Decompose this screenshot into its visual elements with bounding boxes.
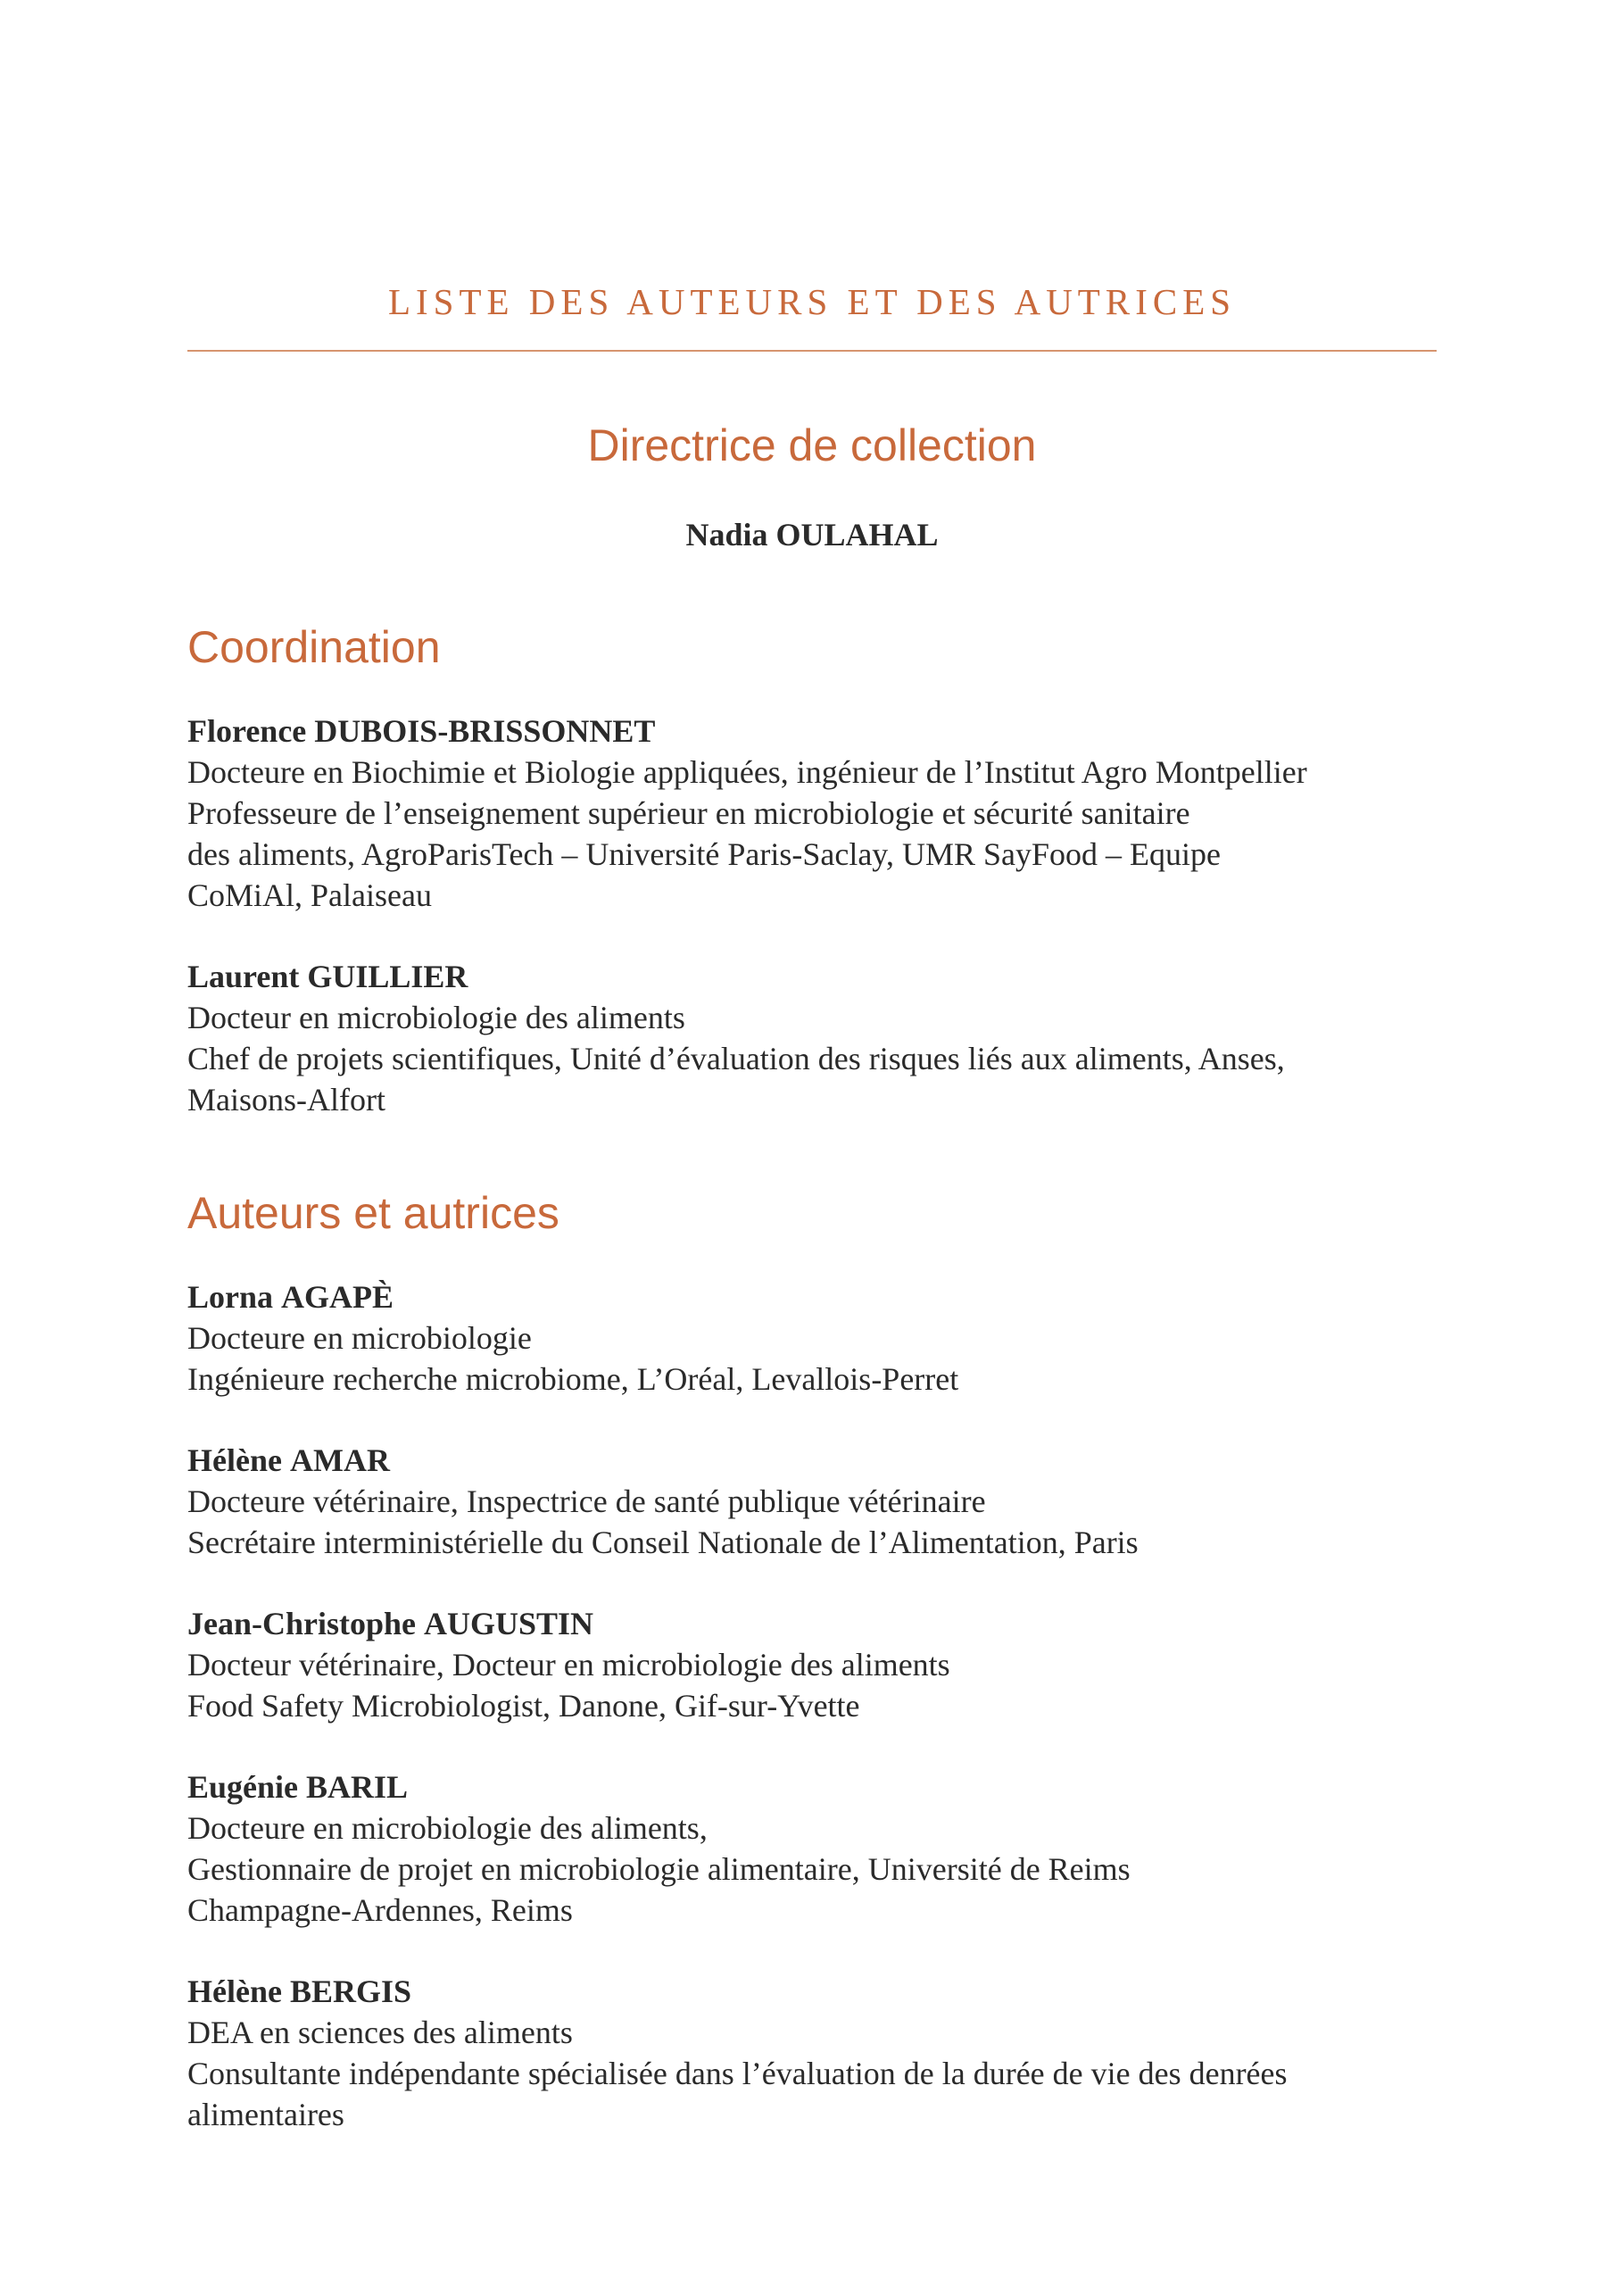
running-title: LISTE DES AUTEURS ET DES AUTRICES [387, 281, 1237, 322]
person-affiliation-line: Docteure en microbiologie des aliments, [187, 1810, 708, 1846]
person-last-name: AGAPÈ [281, 1279, 394, 1315]
person-entry [187, 1971, 1437, 2135]
person-affiliation-line: CoMiAl, Palaiseau [187, 877, 432, 913]
person-affiliation-line: Champagne-Ardennes, Reims [187, 1892, 573, 1928]
person-first-name: Florence [187, 713, 307, 749]
director-name [187, 516, 1437, 554]
person-name [187, 1766, 1437, 1807]
title-rule [187, 350, 1437, 352]
person-name [187, 956, 1437, 997]
person-first-name: Eugénie [187, 1769, 299, 1805]
person-affiliation-line: Docteure en microbiologie [187, 1320, 532, 1356]
person-entry [187, 1603, 1437, 1726]
person-affiliation-line: Docteur vétérinaire, Docteur en microbiologie des aliments [187, 1647, 950, 1683]
person-affiliation-line: Docteure en Biochimie et Biologie appliquées, ingénieur de l’Institut Agro Montpellier [187, 754, 1307, 790]
person-last-name: DUBOIS-BRISSONNET [314, 713, 656, 749]
person-affiliation-line: Chef de projets scientifiques, Unité d’évaluation des risques liés aux aliments, Anses, [187, 1041, 1285, 1076]
person-first-name: Laurent [187, 959, 300, 994]
person-affiliation-line: Consultante indépendante spécialisée dans l’évaluation de la durée de vie des denrées [187, 2056, 1288, 2091]
person-entry [187, 956, 1437, 1120]
person-first-name: Jean-Christophe [187, 1606, 417, 1641]
person-first-name: Hélène [187, 1442, 282, 1478]
person-entry [187, 710, 1437, 916]
authors-list [187, 1276, 1437, 2175]
person-affiliation-line: Food Safety Microbiologist, Danone, Gif-sur-Yvette [187, 1688, 860, 1724]
director-last-name: OULAHAL [775, 517, 939, 553]
coordination-list [187, 710, 1437, 1160]
director-heading: Directrice de collection [587, 420, 1037, 470]
coordination-heading: Coordination [187, 622, 441, 672]
person-affiliation-line: Secrétaire interministérielle du Conseil Nationale de l’Alimentation, Paris [187, 1525, 1139, 1560]
person-name [187, 1440, 1437, 1481]
person-last-name: BARIL [306, 1769, 409, 1805]
person-name [187, 1276, 1437, 1317]
person-name [187, 1603, 1437, 1644]
person-affiliation-line: Professeure de l’enseignement supérieur en microbiologie et sécurité sanitaire [187, 795, 1190, 831]
person-entry [187, 1766, 1437, 1931]
authors-heading: Auteurs et autrices [187, 1188, 559, 1238]
director-first-name: Nadia [685, 517, 768, 553]
person-name [187, 1971, 1437, 2012]
person-affiliation-line: Docteure vétérinaire, Inspectrice de santé publique vétérinaire [187, 1483, 986, 1519]
person-affiliation-line: alimentaires [187, 2097, 344, 2132]
person-entry [187, 1440, 1437, 1563]
person-affiliation-line: Maisons-Alfort [187, 1082, 385, 1118]
person-affiliation-line: Docteur en microbiologie des aliments [187, 1000, 685, 1035]
person-entry [187, 1276, 1437, 1400]
person-name [187, 710, 1437, 752]
person-last-name: GUILLIER [307, 959, 468, 994]
person-affiliation-line: Ingénieure recherche microbiome, L’Oréal, Levallois-Perret [187, 1361, 959, 1397]
person-last-name: BERGIS [289, 1973, 412, 2009]
person-affiliation-line: DEA en sciences des aliments [187, 2015, 573, 2050]
person-last-name: AMAR [289, 1442, 390, 1478]
person-affiliation-line: Gestionnaire de projet en microbiologie alimentaire, Université de Reims [187, 1851, 1131, 1887]
person-first-name: Hélène [187, 1973, 282, 2009]
person-first-name: Lorna [187, 1279, 274, 1315]
person-last-name: AUGUSTIN [424, 1606, 594, 1641]
person-affiliation-line: des aliments, AgroParisTech – Université Paris-Saclay, UMR SayFood – Equipe [187, 836, 1221, 872]
